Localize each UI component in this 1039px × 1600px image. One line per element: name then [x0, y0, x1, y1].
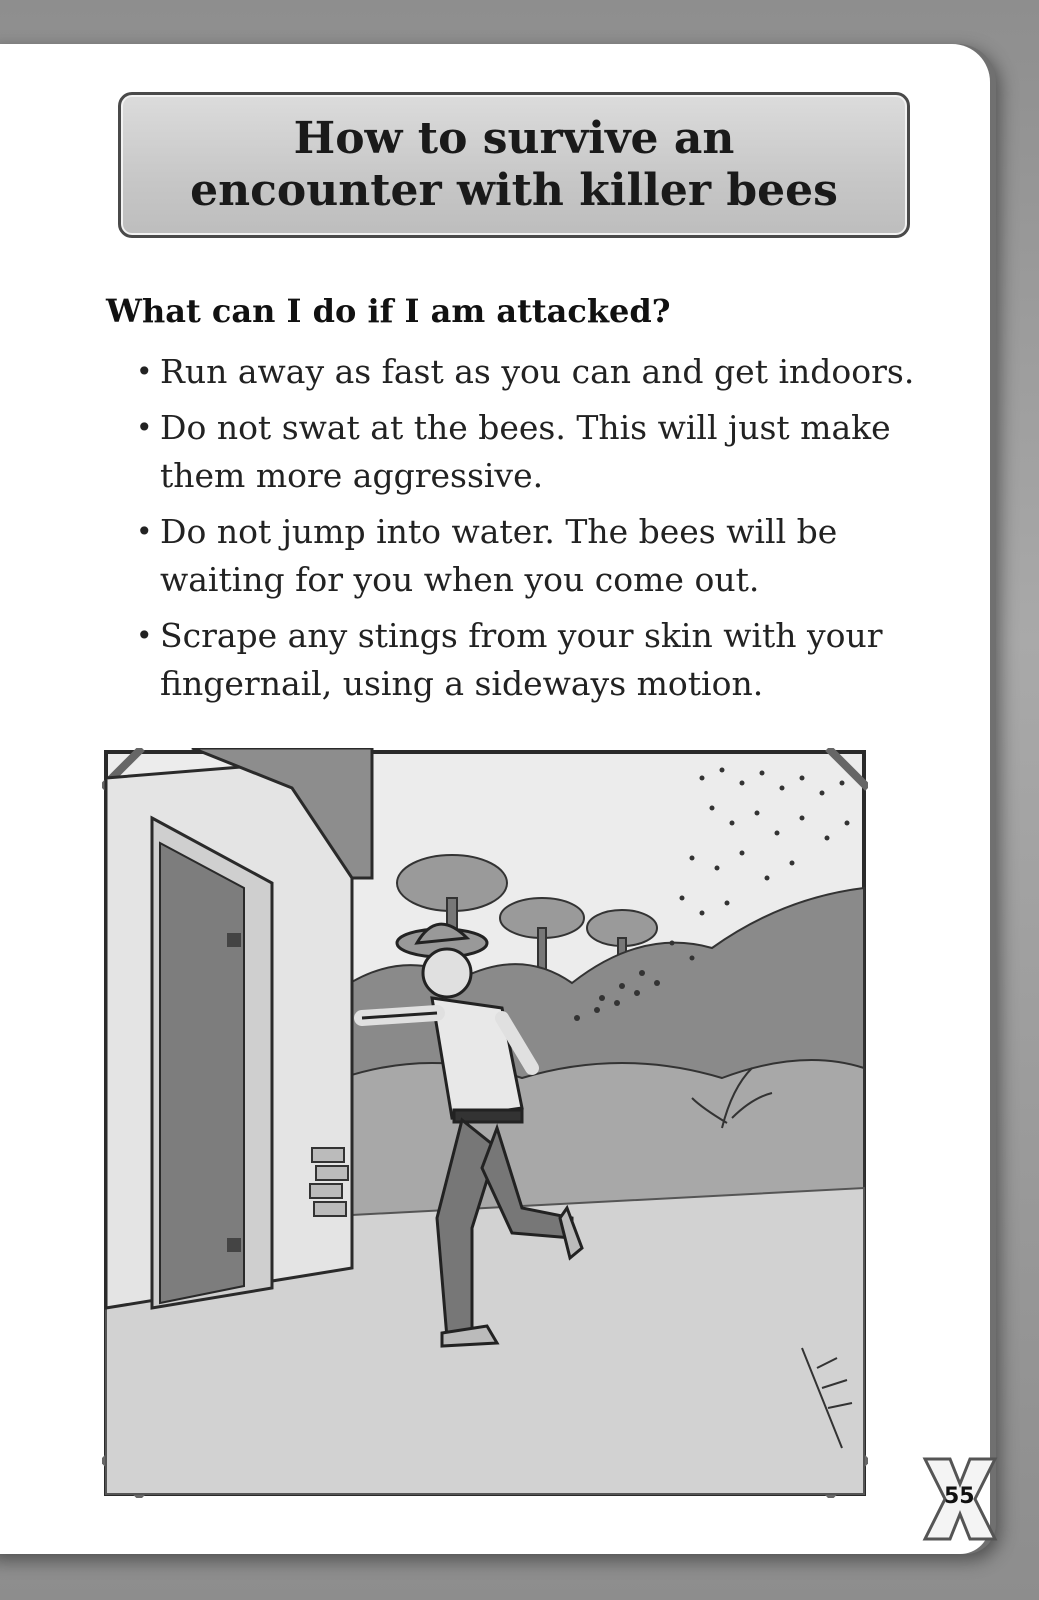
- title-line-2: encounter with killer bees: [190, 165, 838, 216]
- title-line-1: How to survive an: [293, 113, 735, 164]
- page-number: 55: [944, 1484, 975, 1509]
- hinge-icon: [227, 1238, 241, 1252]
- bullet-icon: •: [136, 515, 153, 548]
- bullet-icon: •: [136, 355, 153, 388]
- title-box: [118, 92, 910, 238]
- hut: [106, 748, 372, 1308]
- list-item-text: Run away as fast as you can and get indoors.: [160, 352, 915, 391]
- list-item: [136, 348, 936, 396]
- man-running-from-bee-swarm-illustration: [102, 748, 868, 1498]
- advice-list: [136, 348, 936, 716]
- list-item: [136, 612, 936, 708]
- list-item-text: Do not swat at the bees. This will just make: [160, 408, 891, 447]
- list-item-text: Do not jump into water. The bees will be: [160, 512, 838, 551]
- door: [160, 843, 244, 1303]
- list-item-text-continued: fingernail, using a sideways motion.: [160, 664, 764, 703]
- list-item: [136, 508, 936, 604]
- list-item-text-continued: them more aggressive.: [160, 456, 544, 495]
- hinge-icon: [227, 933, 241, 947]
- list-item: [136, 404, 936, 500]
- list-item-text-continued: waiting for you when you come out.: [160, 560, 760, 599]
- bullet-icon: •: [136, 619, 153, 652]
- list-item-text: Scrape any stings from your skin with your: [160, 616, 883, 655]
- section-heading: What can I do if I am attacked?: [106, 292, 671, 330]
- bullet-icon: •: [136, 411, 153, 444]
